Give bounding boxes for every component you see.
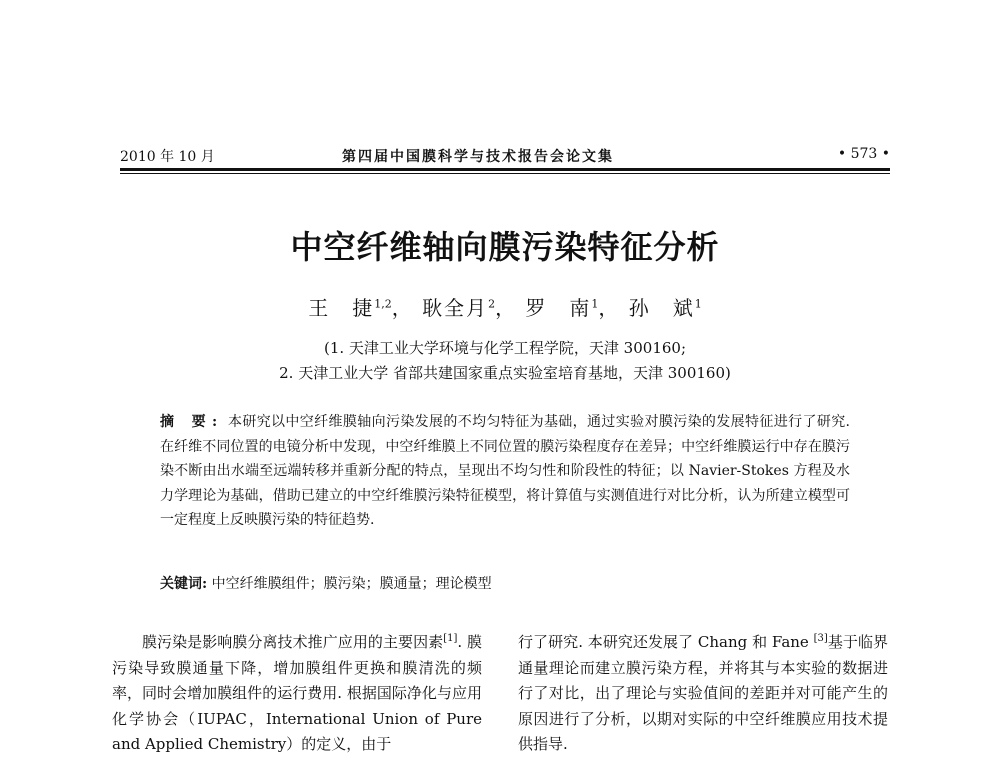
- author-name: 王 捷: [308, 296, 375, 320]
- abstract-label: 摘 要:: [160, 414, 224, 430]
- author-affiliation-mark: 1: [694, 297, 702, 311]
- author-name: 耿全月: [422, 296, 489, 320]
- abstract: [160, 410, 850, 533]
- header-date: 2010 年 10 月: [120, 149, 215, 165]
- keywords-label: 关键词:: [160, 576, 208, 592]
- author-list: 王 捷$^{1,2}$， 耿全月$^2$， 罗 南$^1$， 孙 斌$^1$: [308, 296, 702, 320]
- body-column-right: [518, 626, 888, 758]
- body-text: 膜污染是影响膜分离技术推广应用的主要因素: [142, 633, 444, 651]
- citation-ref: [3]: [813, 633, 828, 644]
- citation-ref: [1]: [443, 633, 458, 644]
- keywords-text: 中空纤维膜组件；膜污染；膜通量；理论模型: [211, 576, 492, 592]
- body-text: 行了研究. 本研究还发展了 Chang 和 Fane: [518, 633, 814, 651]
- author-name: 孙 斌: [628, 296, 695, 320]
- abstract-text: 本研究以中空纤维膜轴向污染发展的不均匀特征为基础，通过实验对膜污染的发展特征进行了研究. 在纤维不同位置的电镜分析中发现，中空纤维膜上不同位置的膜污染程度存在差异；中空纤维膜运行中存在膜污染不断由出水端至远端转移并重新分配的特点，呈现出不均匀性和阶段性的特征；以 Navier-Stokes 方程及水力学理论为基础，借助已建立的中空纤维膜污染特征模型，将计算值与实测值进行对比分析，认为所建立模型可一定程度上反映膜污染的特征趋势.: [160, 414, 851, 528]
- body-text: . 膜污染导致膜通量下降，增加膜组件更换和膜清洗的频率，同时会增加膜组件的运行费用. 根据国际净化与应用化学协会（IUPAC，International Union of Pure and Applied Chemistry）的定义，由于: [112, 633, 482, 753]
- affiliation-2: 2. 天津工业大学 省部共建国家重点实验室培育基地，天津 300160): [279, 364, 731, 382]
- header-rule-thick: [120, 168, 890, 171]
- author-affiliation-mark: 2: [488, 297, 496, 311]
- author-affiliation-mark: 1,2: [374, 297, 392, 311]
- author-affiliation-mark: 1: [591, 297, 599, 311]
- header-journal-title: 第四届中国膜科学与技术报告会论文集: [342, 149, 614, 165]
- body-text: 基于临界通量理论而建立膜污染方程，并将其与本实验的数据进行了对比，出了理论与实验值间的差距并对可能产生的原因进行了分析，以期对实际的中空纤维膜应用技术提供指导.: [518, 633, 888, 753]
- author-name: 罗 南: [525, 296, 592, 320]
- running-header: [120, 146, 890, 166]
- keywords: [160, 573, 850, 593]
- body-column-left: [112, 626, 482, 758]
- paper-title: 中空纤维轴向膜污染特征分析: [290, 228, 720, 266]
- header-rule-thin: [120, 173, 890, 174]
- header-page-number: • 573 •: [837, 146, 890, 162]
- affiliation-1: (1. 天津工业大学环境与化学工程学院，天津 300160;: [323, 339, 687, 357]
